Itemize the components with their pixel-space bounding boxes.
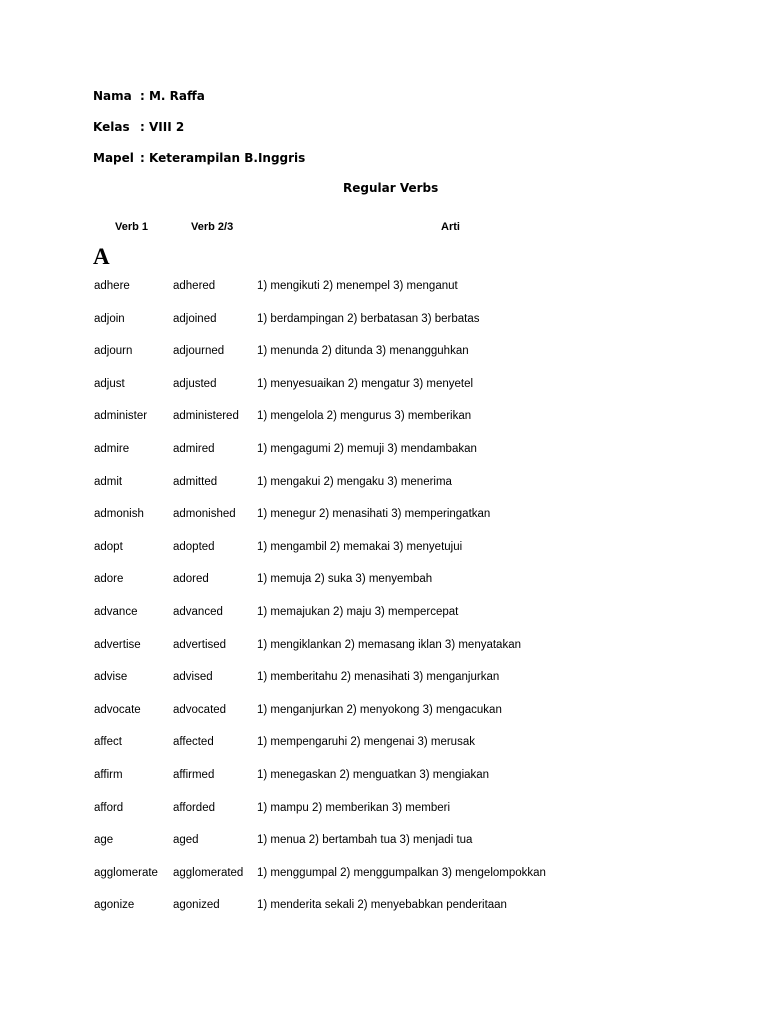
arti-cell: 1) mampu 2) memberikan 3) memberi [257, 802, 451, 814]
arti-cell: 1) mengakui 2) mengaku 3) menerima [257, 476, 452, 488]
list-item [0, 833, 768, 849]
verb23-cell: advised [173, 671, 213, 683]
verb23-cell: admired [173, 443, 215, 455]
column-header-arti: Arti [441, 221, 460, 233]
arti-cell: 1) menunda 2) ditunda 3) menangguhkan [257, 345, 469, 357]
list-item [0, 605, 768, 621]
verb1-cell: advise [94, 671, 128, 683]
list-item [0, 735, 768, 751]
verb23-cell: affected [173, 736, 214, 748]
list-item [0, 866, 768, 882]
arti-cell: 1) memajukan 2) maju 3) mempercepat [257, 606, 459, 618]
verb1-cell: admit [94, 476, 123, 488]
verb1-cell: afford [94, 802, 124, 814]
verb23-cell: agglomerated [173, 867, 244, 879]
verb1-cell: advocate [94, 704, 141, 716]
verb1-cell: admonish [94, 508, 144, 520]
verb1-cell: adjoin [94, 313, 125, 325]
verb23-cell: adjoined [173, 313, 217, 325]
nama-value: : M. Raffa [140, 89, 205, 103]
arti-cell: 1) menyesuaikan 2) mengatur 3) menyetel [257, 378, 474, 390]
column-header-verb1: Verb 1 [115, 221, 149, 233]
verb23-cell: affirmed [173, 769, 215, 781]
list-item [0, 312, 768, 328]
nama-label: Nama [93, 89, 132, 103]
arti-cell: 1) mengelola 2) mengurus 3) memberikan [257, 410, 472, 422]
verb1-cell: adore [94, 573, 124, 585]
list-item [0, 507, 768, 523]
list-item [0, 409, 768, 425]
verb23-cell: aged [173, 834, 199, 846]
arti-cell: 1) menderita sekali 2) menyebabkan penderitaan [257, 899, 507, 911]
verb1-cell: admire [94, 443, 130, 455]
arti-cell: 1) memberitahu 2) menasihati 3) menganjurkan [257, 671, 500, 683]
verb1-cell: affect [94, 736, 122, 748]
kelas-value: : VIII 2 [140, 120, 185, 134]
list-item [0, 540, 768, 556]
list-item [0, 442, 768, 458]
list-item [0, 670, 768, 686]
list-item [0, 801, 768, 817]
arti-cell: 1) mempengaruhi 2) mengenai 3) merusak [257, 736, 475, 748]
verb1-cell: adopt [94, 541, 123, 553]
verb1-cell: adhere [94, 280, 130, 292]
verb23-cell: agonized [173, 899, 220, 911]
verb1-cell: agglomerate [94, 867, 158, 879]
arti-cell: 1) mengagumi 2) memuji 3) mendambakan [257, 443, 477, 455]
list-item [0, 475, 768, 491]
arti-cell: 1) menua 2) bertambah tua 3) menjadi tua [257, 834, 473, 846]
verb23-cell: adhered [173, 280, 216, 292]
arti-cell: 1) mengambil 2) memakai 3) menyetujui [257, 541, 463, 553]
arti-cell: 1) menganjurkan 2) menyokong 3) mengacukan [257, 704, 502, 716]
verb1-cell: advance [94, 606, 138, 618]
verb1-cell: adjourn [94, 345, 133, 357]
verb23-cell: adored [173, 573, 209, 585]
verb23-cell: admonished [173, 508, 236, 520]
arti-cell: 1) mengiklankan 2) memasang iklan 3) menyatakan [257, 639, 521, 651]
verb1-cell: advertise [94, 639, 141, 651]
verb23-cell: afforded [173, 802, 215, 814]
verb23-cell: advertised [173, 639, 227, 651]
arti-cell: 1) berdampingan 2) berbatasan 3) berbatas [257, 313, 480, 325]
arti-cell: 1) mengikuti 2) menempel 3) menganut [257, 280, 458, 292]
verb23-cell: administered [173, 410, 239, 422]
verb1-cell: administer [94, 410, 148, 422]
verb23-cell: adjourned [173, 345, 225, 357]
verb23-cell: adopted [173, 541, 215, 553]
verb23-cell: advocated [173, 704, 227, 716]
arti-cell: 1) memuja 2) suka 3) menyembah [257, 573, 433, 585]
list-item [0, 638, 768, 654]
column-header-verb23: Verb 2/3 [191, 221, 234, 233]
arti-cell: 1) menegur 2) menasihati 3) memperingatkan [257, 508, 491, 520]
list-item [0, 703, 768, 719]
list-item [0, 377, 768, 393]
section-letter: A [93, 244, 110, 269]
arti-cell: 1) menggumpal 2) menggumpalkan 3) mengelompokkan [257, 867, 546, 879]
list-item [0, 768, 768, 784]
verb1-cell: affirm [94, 769, 123, 781]
verb1-cell: adjust [94, 378, 125, 390]
list-item [0, 279, 768, 295]
mapel-value: : Keterampilan B.Inggris [140, 151, 306, 165]
mapel-label: Mapel [93, 151, 134, 165]
kelas-label: Kelas [93, 120, 130, 134]
list-item [0, 344, 768, 360]
verb1-cell: agonize [94, 899, 135, 911]
verb23-cell: admitted [173, 476, 218, 488]
verb23-cell: advanced [173, 606, 223, 618]
list-item [0, 572, 768, 588]
verb23-cell: adjusted [173, 378, 217, 390]
arti-cell: 1) menegaskan 2) menguatkan 3) mengiakan [257, 769, 490, 781]
verb1-cell: age [94, 834, 114, 846]
page-title: Regular Verbs [343, 181, 439, 195]
list-item [0, 898, 768, 914]
